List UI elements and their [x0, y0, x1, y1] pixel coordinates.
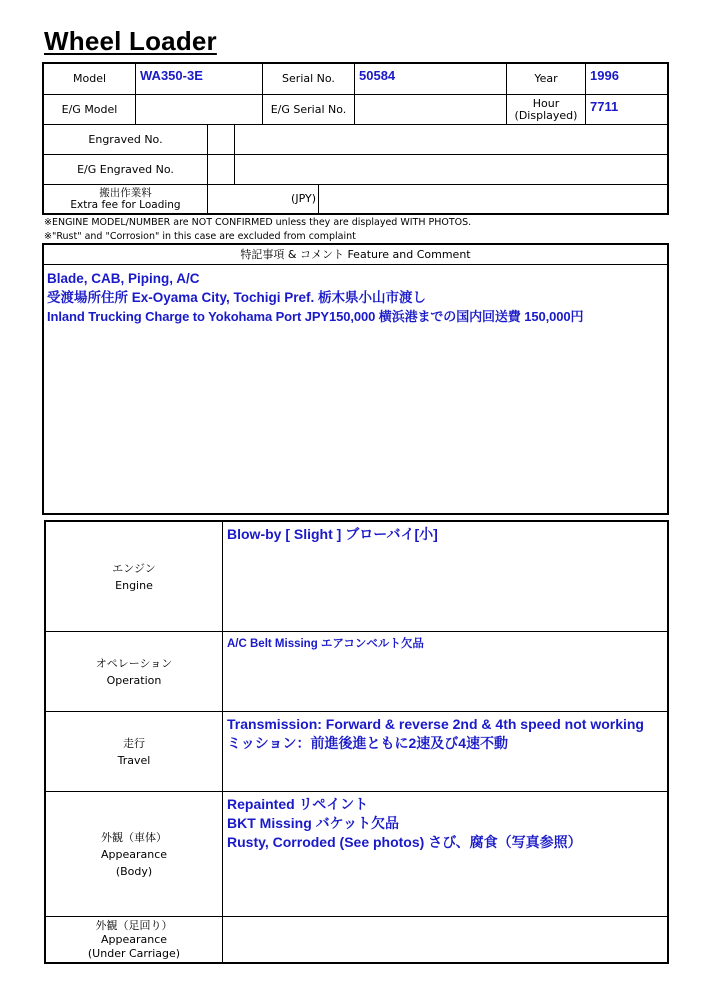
operation-line: A/C Belt Missing エアコンベルト欠品 — [227, 638, 424, 650]
spec-table — [42, 62, 669, 215]
feature-line: Blade, CAB, Piping, A/C — [47, 271, 200, 286]
eg-engraved-label: E/G Engraved No. — [44, 155, 208, 185]
travel-label-en: Travel — [117, 753, 151, 767]
engraved-small-cell — [208, 125, 235, 155]
engine-value — [223, 522, 667, 632]
travel-label — [46, 712, 223, 792]
body-label — [46, 792, 223, 917]
eg-serial-label: E/G Serial No. — [263, 95, 355, 125]
body-label-en: Appearance — [100, 847, 168, 861]
fee-label-jp: 搬出作業料 — [99, 187, 152, 199]
feature-box — [42, 243, 669, 515]
undercarriage-label-jp: 外観（足回り） — [95, 918, 173, 932]
eg-engraved-small-cell — [208, 155, 235, 185]
undercarriage-label — [46, 917, 223, 962]
engraved-label: Engraved No. — [44, 125, 208, 155]
eg-model-value — [136, 95, 263, 125]
body-line: Rusty, Corroded (See photos) さび、腐食（写真参照） — [227, 834, 582, 850]
undercarriage-value — [223, 917, 667, 962]
undercarriage-label-en: Appearance — [100, 932, 168, 946]
eg-engraved-value — [235, 155, 667, 185]
serial-label: Serial No. — [263, 64, 355, 95]
engraved-value — [235, 125, 667, 155]
serial-value: 50584 — [355, 64, 507, 95]
hour-label-line1: Hour — [532, 96, 560, 110]
body-label-en2: (Body) — [115, 864, 153, 878]
engine-note: ※ENGINE MODEL/NUMBER are NOT CONFIRMED unless they are displayed WITH PHOTOS. — [44, 217, 472, 228]
eg-serial-value — [355, 95, 507, 125]
travel-line: ミッション：前進後進ともに2速及び4速不動 — [227, 735, 509, 751]
travel-label-jp: 走行 — [123, 736, 145, 750]
operation-value — [223, 632, 667, 712]
feature-line: Inland Trucking Charge to Yokohama Port JPY150,000 横浜港までの国内回送費 150,000円 — [47, 309, 584, 324]
travel-line: Transmission: Forward & reverse 2nd & 4th speed not working — [227, 716, 644, 732]
hour-label — [507, 95, 586, 125]
operation-label — [46, 632, 223, 712]
fee-value — [319, 185, 667, 213]
model-value: WA350-3E — [136, 64, 263, 95]
rust-note: ※"Rust" and "Corrosion" in this case are excluded from complaint — [44, 231, 356, 242]
body-label-jp: 外観（車体） — [101, 830, 167, 844]
operation-label-jp: オペレーション — [95, 656, 173, 670]
engine-label-jp: エンジン — [112, 561, 156, 575]
eg-model-label: E/G Model — [44, 95, 136, 125]
travel-value — [223, 712, 667, 792]
operation-label-en: Operation — [106, 673, 162, 687]
condition-table — [44, 520, 669, 964]
fee-currency: (JPY) — [208, 185, 319, 213]
year-label: Year — [507, 64, 586, 95]
engine-label-en: Engine — [115, 578, 153, 592]
engine-line: Blow-by [ Slight ] ブローバイ[小] — [227, 526, 438, 542]
body-line: BKT Missing バケット欠品 — [227, 815, 399, 831]
fee-label-en: Extra fee for Loading — [70, 199, 181, 211]
feature-header: 特記事項 & コメント Feature and Comment — [44, 245, 667, 265]
body-line: Repainted リペイント — [227, 796, 369, 812]
hour-label-line2: (Displayed) — [514, 108, 578, 122]
year-value: 1996 — [586, 64, 667, 95]
page-title: Wheel Loader — [44, 26, 217, 56]
hour-value: 7711 — [586, 95, 667, 125]
undercarriage-label-en2: (Under Carriage) — [87, 946, 181, 960]
fee-label — [44, 185, 208, 213]
engine-label — [46, 522, 223, 632]
body-value — [223, 792, 667, 917]
feature-line: 受渡場所住所 Ex-Oyama City, Tochigi Pref. 栃木県小山市渡し — [47, 290, 427, 305]
feature-content — [44, 265, 667, 326]
model-label: Model — [44, 64, 136, 95]
